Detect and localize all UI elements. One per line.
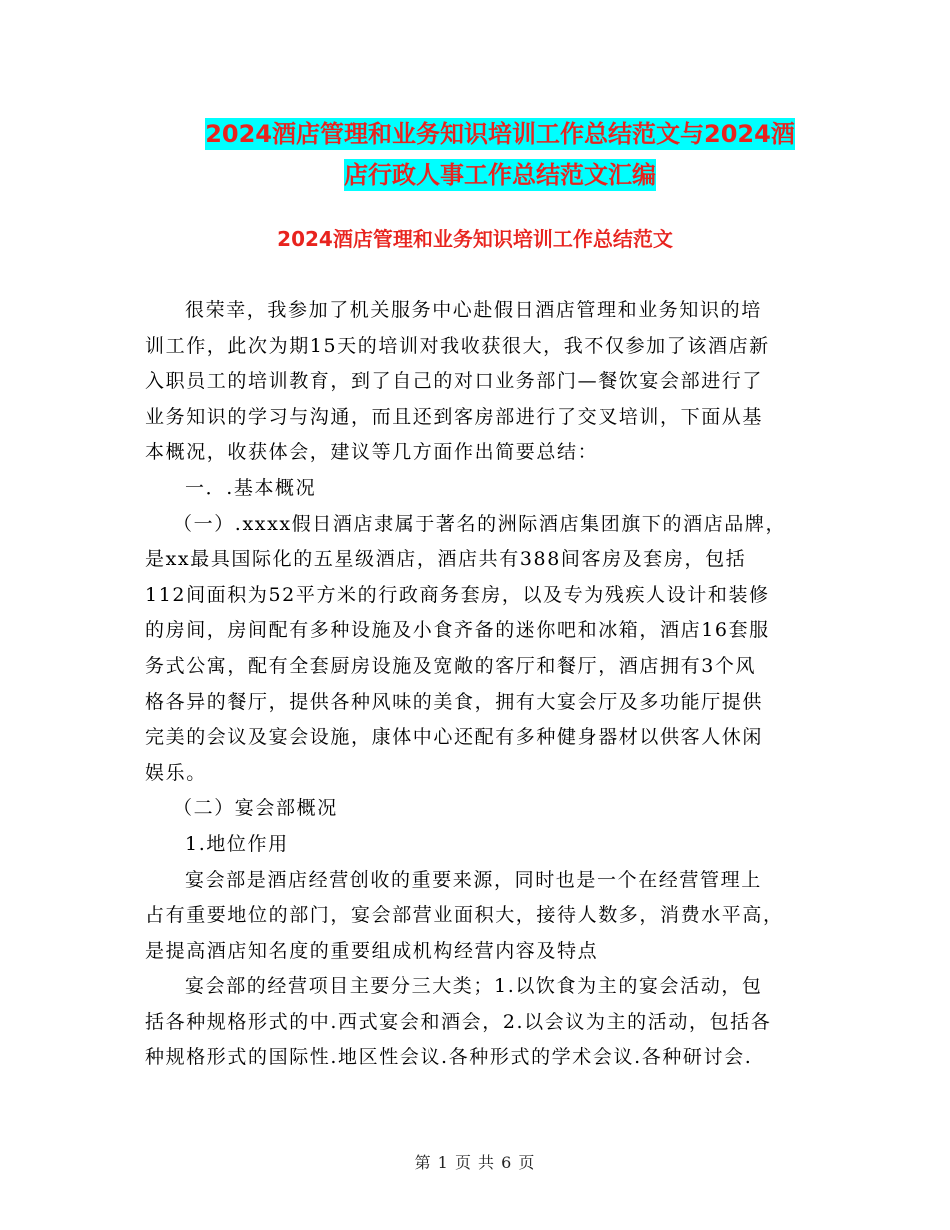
paragraph-line: 业务知识的学习与沟通，而且还到客房部进行了交叉培训，下面从基 xyxy=(145,405,764,428)
paragraph-line: 务式公寓，配有全套厨房设施及宽敞的客厅和餐厅，酒店拥有3个风 xyxy=(145,654,757,677)
document-title-line-1 xyxy=(140,111,860,157)
paragraph-line: 是提高酒店知名度的重要组成机构经营内容及特点 xyxy=(145,939,599,962)
title-highlight-2: 店行政人事工作总结范文汇编 xyxy=(344,161,656,189)
title-highlight-1: 2024酒店管理和业务知识培训工作总结范文与2024酒 xyxy=(205,120,795,148)
section-title: 2024酒店管理和业务知识培训工作总结范文 xyxy=(277,227,673,251)
paragraph-line: 宴会部的经营项目主要分三大类；1.以饮食为主的宴会活动，包 xyxy=(185,975,763,998)
heading-line: 一．.基本概况 xyxy=(185,476,317,499)
paragraph-line: 训工作，此次为期15天的培训对我收获很大，我不仅参加了该酒店新 xyxy=(145,334,770,357)
paragraph-line: 完美的会议及宴会设施，康体中心还配有多种健身器材以供客人休闲 xyxy=(145,726,764,749)
page-footer: 第 1 页 共 6 页 xyxy=(414,1153,536,1172)
paragraph-line: 括各种规格形式的中.西式宴会和酒会，2.以会议为主的活动，包括各 xyxy=(145,1010,772,1033)
heading-line: 1.地位作用 xyxy=(185,832,289,855)
paragraph-line: 本概况，收获体会，建议等几方面作出简要总结： xyxy=(145,441,599,464)
paragraph-line: 格各异的餐厅，提供各种风味的美食，拥有大宴会厅及多功能厅提供 xyxy=(145,690,764,713)
paragraph-line: 入职员工的培训教育，到了自己的对口业务部门—餐饮宴会部进行了 xyxy=(145,370,764,393)
paragraph-line: （一）.xxxx假日酒店隶属于著名的洲际酒店集团旗下的酒店品牌， xyxy=(173,512,787,535)
body-text xyxy=(145,293,835,1076)
paragraph-line: 种规格形式的国际性.地区性会议.各种形式的学术会议.各种研讨会. xyxy=(145,1046,753,1069)
paragraph-line: 是xx最具国际化的五星级酒店，酒店共有388间客房及套房，包括 xyxy=(145,548,747,571)
paragraph-line: 的房间，房间配有多种设施及小食齐备的迷你吧和冰箱，酒店16套服 xyxy=(145,619,770,642)
paragraph-line: 很荣幸，我参加了机关服务中心赴假日酒店管理和业务知识的培 xyxy=(185,299,762,321)
paragraph-line: 宴会部是酒店经营创收的重要来源，同时也是一个在经营管理上 xyxy=(185,868,762,891)
heading-line: （二）宴会部概况 xyxy=(173,797,338,820)
document-title-line-2 xyxy=(140,152,860,198)
paragraph-line: 娱乐。 xyxy=(145,761,207,784)
paragraph-line: 占有重要地位的部门，宴会部营业面积大，接待人数多，消费水平高， xyxy=(145,904,784,927)
paragraph-line: 112间面积为52平方米的行政商务套房，以及专为残疾人设计和装修 xyxy=(145,583,770,606)
